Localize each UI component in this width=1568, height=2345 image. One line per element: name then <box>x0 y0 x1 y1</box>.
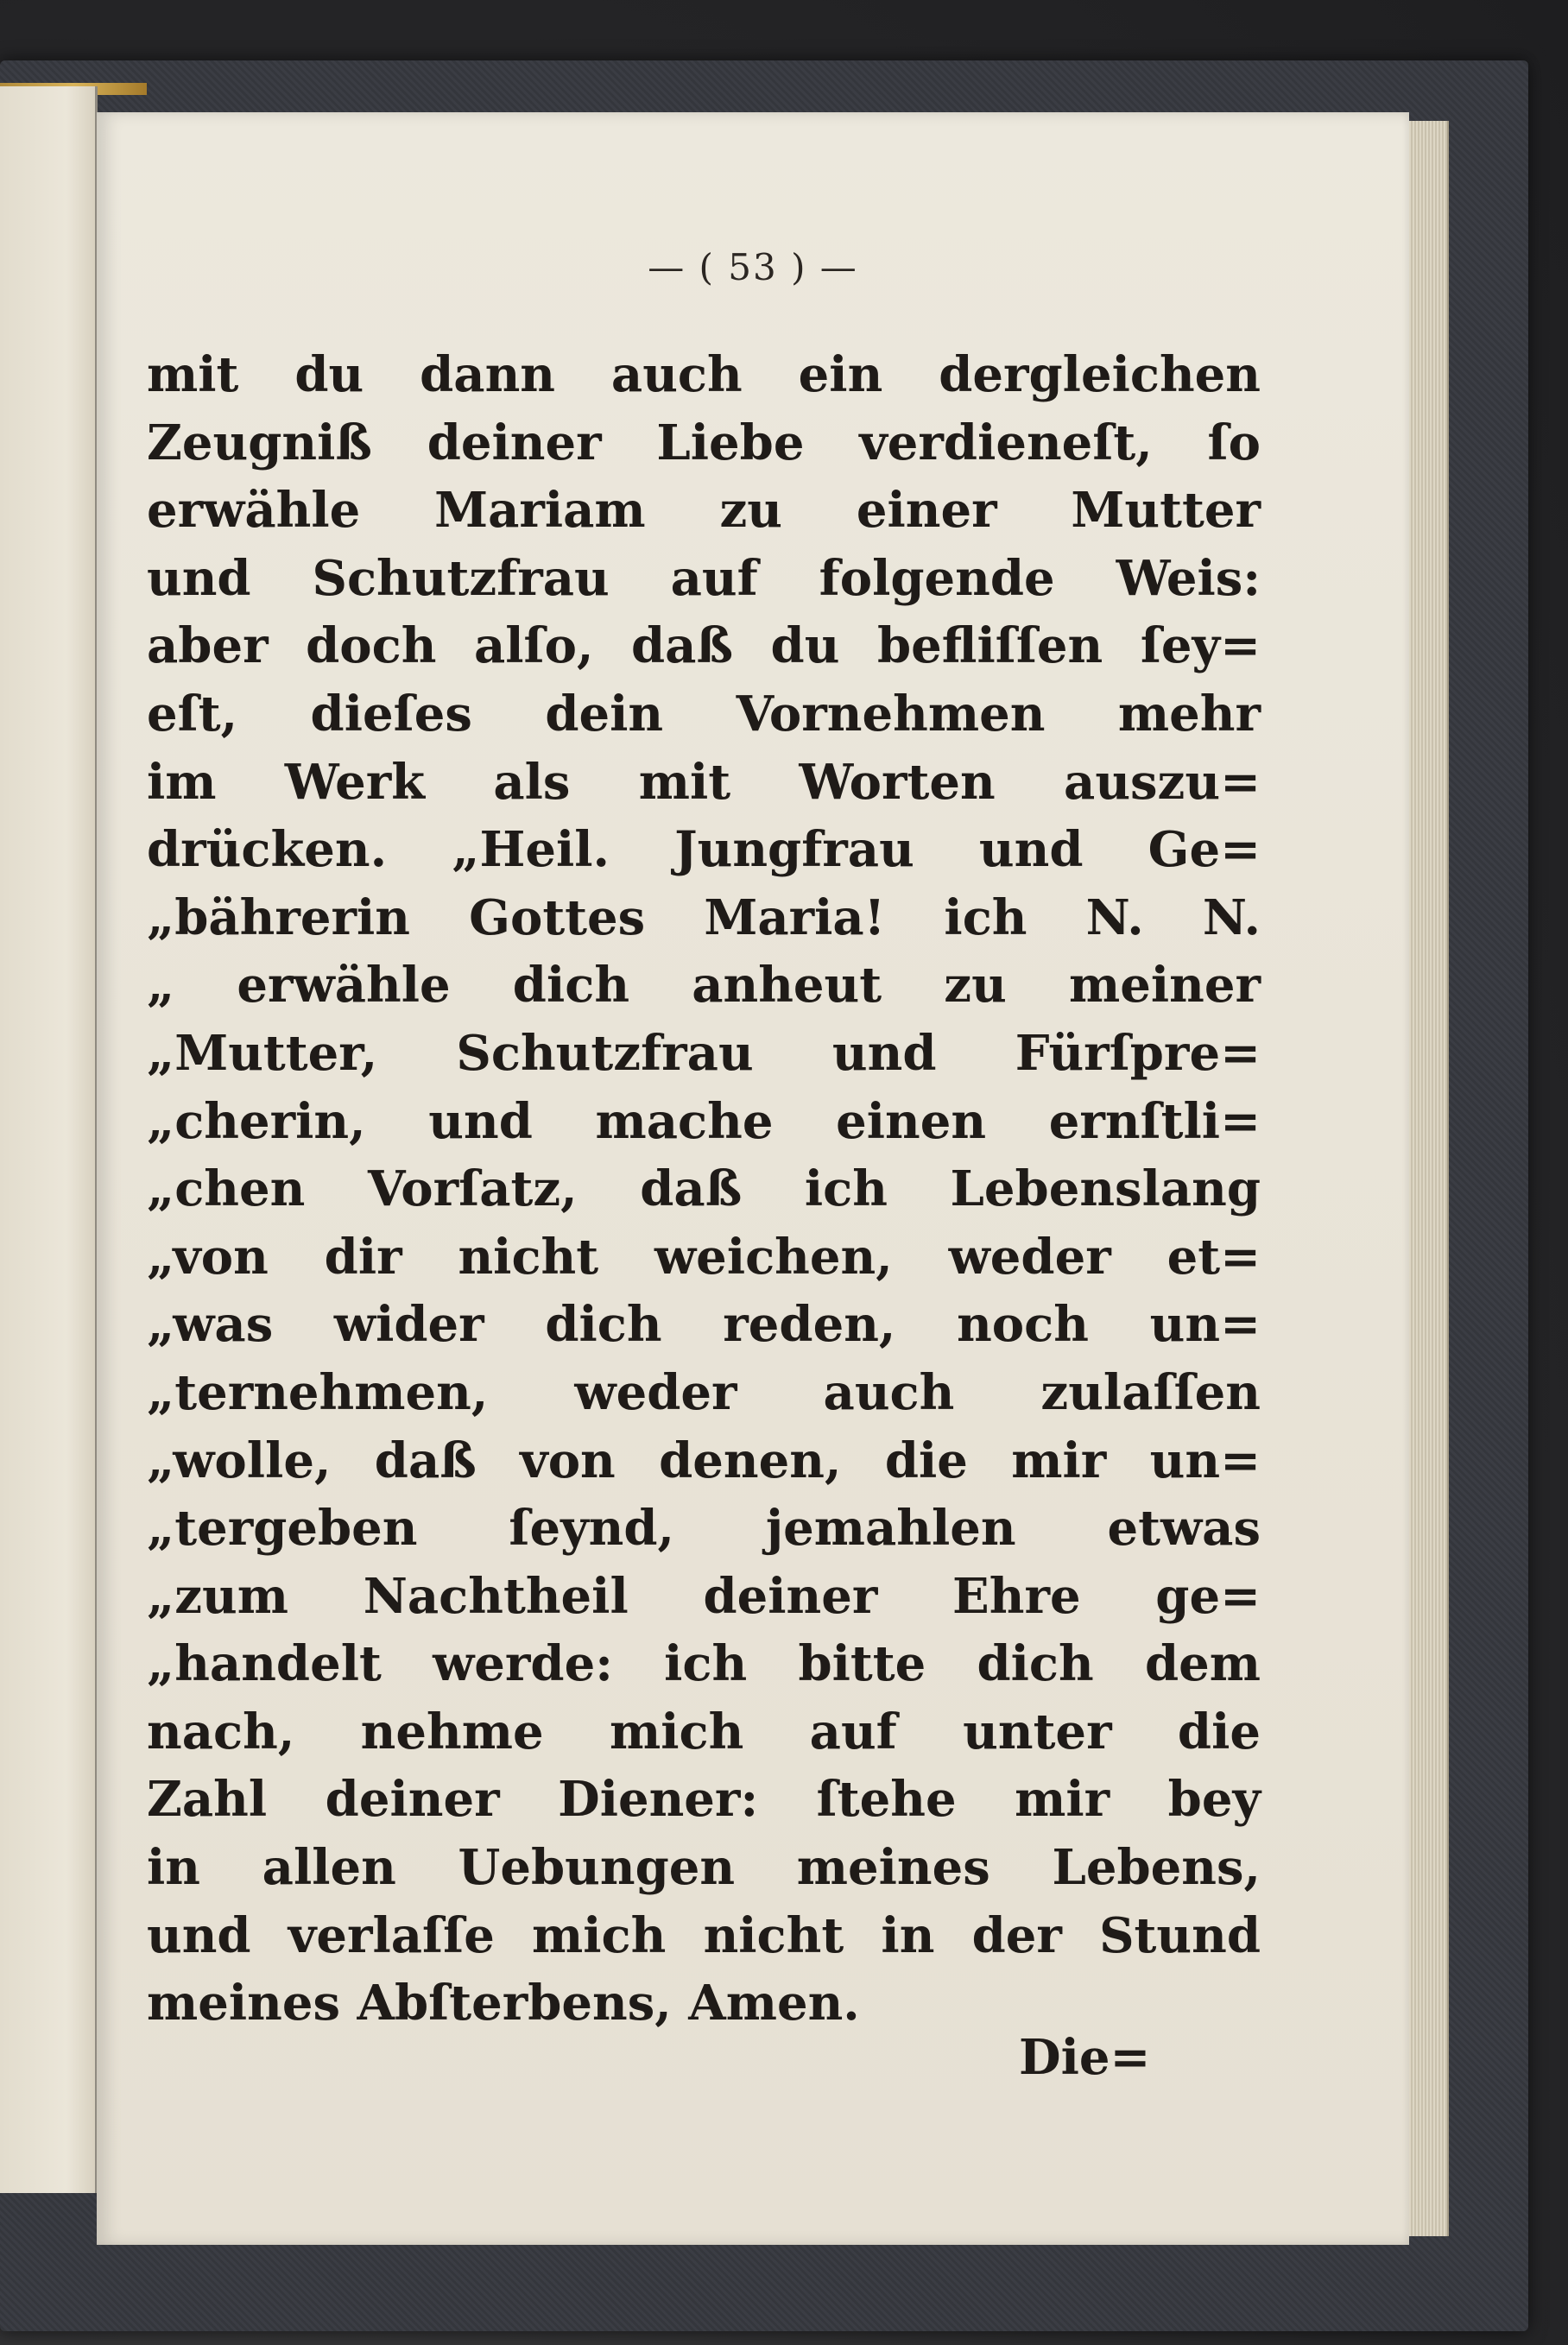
body-text <box>147 341 1261 2038</box>
text-line: „handelt werde: ich bitte dich dem <box>147 1635 1261 1693</box>
text-line: „ erwähle dich anheut zu meiner <box>147 957 1261 1014</box>
text-line: Zahl deiner Diener: ſtehe mir bey <box>147 1771 1261 1829</box>
text-line: eſt, dieſes dein Vornehmen mehr <box>147 685 1261 743</box>
text-line: „was wider dich reden, noch un= <box>147 1296 1261 1354</box>
page-number-header: — ( 53 ) — <box>648 246 858 288</box>
text-line: „zum Nachtheil deiner Ehre ge= <box>147 1567 1261 1625</box>
left-page-edge <box>0 86 98 2193</box>
text-line: „cherin, und mache einen ernſtli= <box>147 1092 1261 1150</box>
text-line: und verlaſſe mich nicht in der Stund <box>147 1906 1261 1964</box>
text-line: „wolle, daß von denen, die mir un= <box>147 1432 1261 1489</box>
text-line: „ternehmen, weder auch zulaſſen <box>147 1363 1261 1421</box>
text-line: „von dir nicht weichen, weder et= <box>147 1228 1261 1286</box>
text-line: erwähle Mariam zu einer Mutter <box>147 482 1261 540</box>
text-line: „chen Vorſatz, daß ich Lebenslang <box>147 1160 1261 1218</box>
text-line: „tergeben ſeynd, jemahlen etwas <box>147 1500 1261 1558</box>
text-line: Zeugniß deiner Liebe verdieneſt, ſo <box>147 414 1261 471</box>
text-line: aber doch alſo, daß du befliſſen ſey= <box>147 617 1261 675</box>
catchword: Die= <box>1019 2029 1151 2086</box>
text-line: und Schutzfrau auf folgende Weis: <box>147 549 1261 607</box>
text-line: drücken. „Heil. Jungfrau und Ge= <box>147 821 1261 879</box>
text-line: „Mutter, Schutzfrau und Fürſpre= <box>147 1024 1261 1082</box>
text-line: in allen Uebungen meines Lebens, <box>147 1839 1261 1897</box>
text-line: mit du dann auch ein dergleichen <box>147 346 1261 403</box>
text-line: nach, nehme mich auf unter die <box>147 1703 1261 1760</box>
text-line: im Werk als mit Worten auszu= <box>147 753 1261 811</box>
text-line: „bährerin Gottes Maria! ich N. N. <box>147 888 1261 946</box>
text-line: meines Abſterbens, Amen. <box>147 1975 860 2032</box>
page-stack <box>1409 121 1449 2236</box>
